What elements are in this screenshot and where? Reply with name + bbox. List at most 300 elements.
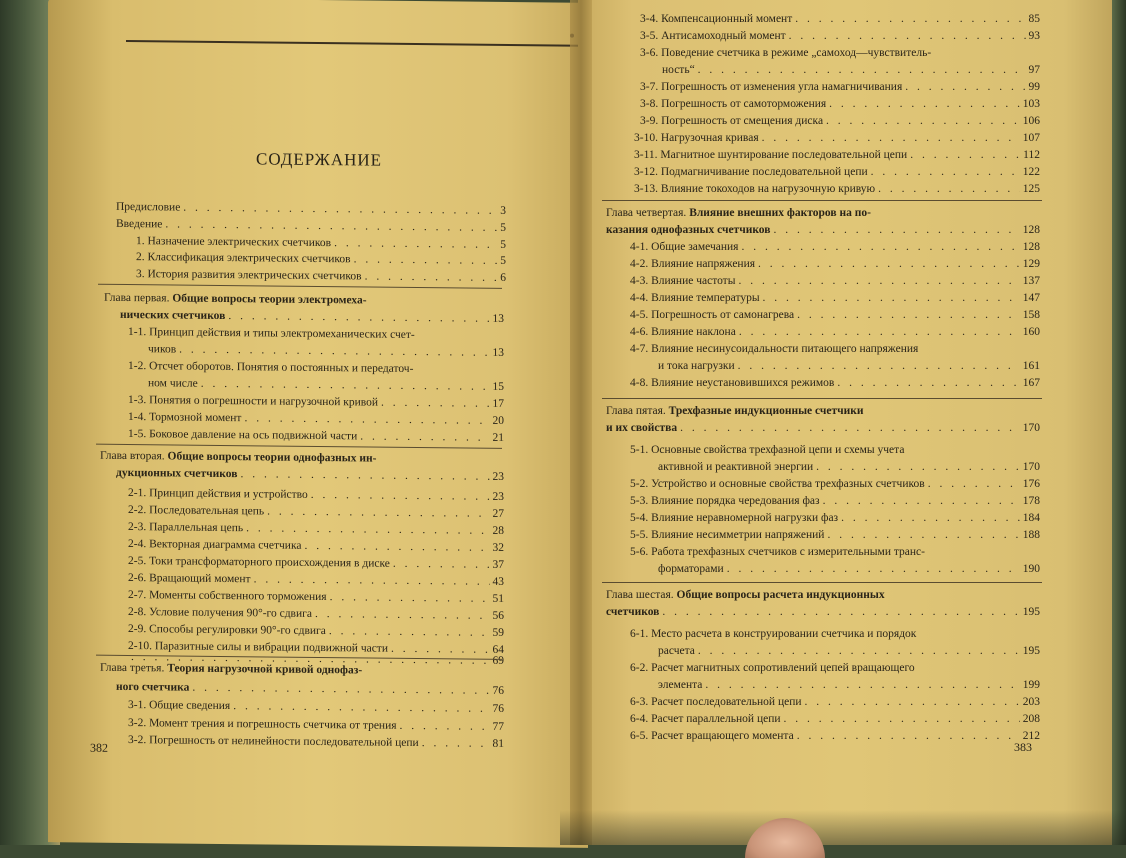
toc-entry-text: Глава первая.: [104, 291, 170, 305]
toc-entry-label: [630, 291, 760, 306]
toc-page-number: 106: [1022, 115, 1040, 127]
chapter-title: Теория нагрузочной кривой однофаз-: [164, 662, 363, 677]
toc-entry-label: [640, 12, 792, 27]
toc-entry: [630, 443, 1040, 458]
toc-entry: [630, 376, 1040, 391]
toc-entry: [658, 678, 1040, 693]
toc-entry: [128, 427, 504, 446]
toc-entry-label: [128, 486, 308, 503]
chapter-title: нических счетчиков: [120, 308, 226, 323]
toc-entry-label: [128, 537, 301, 554]
toc-entry-label: [104, 291, 367, 309]
toc-entry-text: 3-7. Погрешность от изменения угла намагничивания: [640, 81, 903, 93]
chapter-title: Трехфазные индукционные счетчики: [665, 405, 864, 417]
toc-entry: [640, 29, 1040, 44]
leader-dots: [705, 678, 1019, 693]
toc-entry-text: 3-8. Погрешность от самоторможения: [640, 98, 827, 110]
toc-entry-text: 6-3. Расчет последовательной цепи: [630, 696, 802, 708]
toc-entry-text: 3-9. Погрешность от смещения диска: [640, 115, 824, 127]
leader-dots: [829, 97, 1020, 112]
toc-page-number: 103: [1022, 98, 1040, 110]
toc-entry-label: [100, 661, 362, 679]
toc-entry-label: [128, 716, 397, 734]
toc-entry-text: Глава четвертая.: [606, 207, 687, 219]
toc-entry: [630, 528, 1040, 543]
toc-entry-text: 2-5. Токи трансформаторного происхождения в диске: [128, 555, 390, 570]
toc-entry: [606, 223, 1040, 238]
chapter-divider: [602, 582, 1042, 583]
chapter-title: счетчиков: [606, 606, 660, 618]
toc-page-number: 107: [1022, 132, 1040, 144]
toc-heading: СОДЕРЖАНИЕ: [256, 149, 383, 170]
toc-entry-text: ность“: [662, 64, 695, 76]
toc-entry: [634, 131, 1040, 146]
toc-page-number: 56: [492, 609, 504, 622]
leader-dots: [422, 736, 490, 752]
chapter-title: ного счетчика: [116, 680, 190, 694]
toc-entry-label: [630, 627, 916, 642]
chapter-title: Общие вопросы теории однофазных ин-: [164, 450, 377, 465]
toc-entry-text: 2. Классификация электрических счетчиков: [136, 251, 351, 266]
toc-entry: [630, 240, 1040, 255]
toc-entry: [136, 250, 506, 269]
toc-entry-label: [630, 325, 736, 340]
toc-page-number: 6: [500, 271, 506, 284]
toc-entry: [640, 114, 1040, 129]
toc-entry: [640, 12, 1040, 27]
toc-entry: [630, 511, 1040, 526]
toc-entry-label: [634, 131, 759, 146]
toc-page-number: 5: [500, 238, 506, 251]
toc-entry-text: ном числе: [148, 377, 198, 390]
toc-entry-label: [128, 698, 230, 714]
toc-entry: [658, 644, 1040, 659]
leader-dots: [871, 165, 1020, 180]
toc-entry: [104, 291, 504, 310]
toc-page-number: 167: [1022, 377, 1040, 389]
toc-entry-label: [148, 342, 176, 357]
leader-dots: [400, 719, 490, 735]
toc-entry-label: [128, 503, 264, 519]
toc-page-number: 20: [492, 414, 504, 427]
toc-entry: [606, 421, 1040, 436]
toc-entry: [100, 449, 504, 468]
leader-dots: [311, 488, 490, 505]
toc-entry: [128, 359, 504, 378]
leader-dots: [789, 29, 1026, 44]
leader-dots: [418, 343, 501, 344]
toc-entry-label: [640, 29, 786, 44]
leader-dots: [165, 217, 497, 235]
toc-entry: [116, 466, 504, 485]
toc-entry-text: 5-6. Работа трехфазных счетчиков с измерительными транс-: [630, 546, 925, 558]
leader-dots: [837, 376, 1019, 391]
chapter-title: и их свойства: [606, 422, 678, 434]
toc-entry: [100, 661, 504, 680]
toc-page-number: 43: [492, 575, 504, 588]
leader-dots: [304, 539, 489, 556]
left-toc-list: [48, 0, 588, 848]
toc-entry-label: [128, 325, 415, 343]
toc-entry-text: 4-5. Погрешность от самонагрева: [630, 309, 795, 321]
toc-entry-text: 4-6. Влияние наклона: [630, 326, 736, 338]
toc-entry: [630, 712, 1040, 727]
toc-entry-label: [606, 404, 864, 419]
leader-dots: [334, 236, 497, 253]
toc-page-number: 85: [1028, 13, 1040, 25]
leader-dots: [662, 605, 1019, 620]
toc-entry-label: [128, 733, 419, 751]
toc-entry: [630, 494, 1040, 509]
chapter-title: Общие вопросы теории электромеха-: [169, 292, 367, 307]
toc-entry-text: 2-8. Условие получения 90°-го сдвига: [128, 606, 312, 620]
toc-page-number: 37: [492, 558, 504, 571]
toc-page-number: 97: [1028, 64, 1040, 76]
leader-dots: [201, 377, 490, 395]
toc-entry-text: 1-5. Боковое давление на ось подвижной части: [128, 428, 358, 443]
leader-dots: [228, 309, 489, 327]
leader-dots: [910, 148, 1020, 163]
toc-entry: [634, 182, 1040, 197]
leader-dots: [797, 729, 1020, 744]
toc-page-number: 137: [1022, 275, 1040, 287]
leader-dots: [741, 240, 1019, 255]
toc-page-number: 188: [1022, 529, 1040, 541]
toc-page-number: 161: [1022, 360, 1040, 372]
toc-entry: [116, 217, 506, 236]
toc-entry-text: 2-2. Последовательная цепь: [128, 504, 265, 518]
leader-dots: [416, 377, 501, 378]
toc-entry: [128, 537, 504, 556]
toc-entry-label: [630, 494, 820, 509]
toc-entry-text: 3-1. Общие сведения: [128, 699, 231, 713]
leader-dots: [738, 359, 1020, 374]
toc-entry-label: [630, 376, 834, 391]
right-page: [578, 0, 1118, 845]
toc-page-number: 125: [1022, 183, 1040, 195]
toc-entry: [120, 308, 504, 327]
toc-entry: [136, 267, 506, 286]
toc-entry: [630, 661, 1040, 676]
chapter-title: казания однофазных счетчиков: [606, 224, 771, 236]
toc-entry-text: 4-8. Влияние неустановившихся режимов: [630, 377, 835, 389]
toc-entry-label: [634, 148, 907, 163]
toc-entry: [630, 729, 1040, 744]
leader-dots: [795, 12, 1025, 27]
leader-dots: [763, 291, 1020, 306]
toc-page-number: 81: [492, 737, 504, 750]
toc-entry-text: чиков: [148, 343, 177, 356]
leader-dots: [905, 80, 1025, 95]
toc-entry: [634, 165, 1040, 180]
toc-entry-text: 4-7. Влияние несинусоидальности питающего напряжения: [630, 343, 919, 355]
leader-dots: [329, 624, 490, 641]
toc-entry-label: [120, 308, 225, 324]
toc-entry-label: [630, 342, 918, 357]
toc-page-number: 208: [1022, 713, 1040, 725]
toc-entry-label: [606, 206, 871, 221]
toc-page-number: 190: [1022, 563, 1040, 575]
toc-entry-text: 2-3. Параллельная цепь: [128, 521, 244, 535]
toc-page-number: 122: [1022, 166, 1040, 178]
toc-entry-text: 5-2. Устройство и основные свойства трехфазных счетчиков: [630, 478, 925, 490]
toc-entry-label: [630, 308, 794, 323]
right-page-number: 383: [1014, 740, 1032, 754]
toc-page-number: 59: [492, 626, 504, 639]
toc-entry-label: [630, 511, 838, 526]
toc-entry-text: 4-3. Влияние частоты: [630, 275, 736, 287]
leader-dots: [379, 467, 501, 468]
leader-dots: [246, 521, 489, 539]
toc-entry: [630, 308, 1040, 323]
chapter-title: Общие вопросы расчета индукционных: [673, 589, 885, 601]
toc-entry-text: 2-7. Моменты собственного торможения: [128, 589, 327, 604]
toc-page-number: 77: [492, 720, 504, 733]
toc-entry: [630, 545, 1040, 560]
leader-dots: [928, 477, 1020, 492]
leader-dots: [841, 511, 1020, 526]
toc-page-number: 13: [492, 346, 504, 359]
toc-entry-label: [136, 267, 362, 284]
toc-entry-text: 1. Назначение электрических счетчиков: [136, 235, 332, 250]
toc-entry: [658, 460, 1040, 475]
leader-dots: [244, 411, 489, 429]
toc-entry: [128, 571, 504, 590]
toc-entry-text: 3-5. Антисамоходный момент: [640, 30, 786, 42]
toc-entry-label: [630, 545, 925, 560]
leader-dots: [365, 269, 498, 285]
toc-entry-label: [634, 165, 868, 180]
toc-entry-text: 3-11. Магнитное шунтирование последовательной цепи: [634, 149, 908, 161]
toc-entry-text: 2-1. Принцип действия и устройство: [128, 487, 308, 501]
toc-entry: [148, 342, 504, 361]
toc-entry-label: [128, 427, 357, 444]
chapter-divider: [602, 200, 1042, 201]
toc-entry: [630, 695, 1040, 710]
leader-dots: [773, 223, 1019, 238]
toc-entry-label: [128, 605, 312, 622]
leader-dots: [698, 63, 1026, 78]
toc-entry-label: [630, 443, 904, 458]
toc-page-number: 27: [492, 507, 504, 520]
toc-entry-label: [630, 695, 802, 710]
toc-entry-text: 4-2. Влияние напряжения: [630, 258, 756, 270]
toc-page-number: 32: [492, 541, 504, 554]
leader-dots: [370, 309, 501, 310]
toc-entry-label: [630, 240, 738, 255]
toc-entry-label: [658, 678, 702, 693]
toc-entry-label: [630, 729, 794, 744]
shadow: [560, 810, 1126, 845]
toc-page-number: 176: [1022, 478, 1040, 490]
leader-dots: [827, 528, 1019, 543]
toc-entry: [116, 200, 506, 219]
toc-entry-text: 2-6. Вращающий момент: [128, 572, 251, 586]
toc-entry: [128, 410, 504, 429]
toc-page-number: 76: [492, 702, 504, 715]
chapter-divider: [602, 398, 1042, 399]
toc-entry: [128, 716, 504, 735]
toc-page-number: 128: [1022, 224, 1040, 236]
leader-dots: [816, 460, 1020, 475]
toc-entry: [630, 257, 1040, 272]
toc-page-number: 3: [500, 204, 506, 217]
toc-entry-label: [100, 449, 376, 467]
toc-entry-text: Предисловие: [116, 200, 181, 214]
toc-page-number: 160: [1022, 326, 1040, 338]
leader-dots: [738, 274, 1019, 289]
toc-page-number: 178: [1022, 495, 1040, 507]
toc-entry: [148, 376, 504, 395]
toc-entry-text: 2-10. Паразитные силы и вибрации подвижной части: [128, 640, 388, 655]
leader-dots: [393, 557, 490, 573]
toc-entry-text: форматорами: [658, 563, 724, 575]
toc-entry-text: 3-2. Момент трения и погрешность счетчика от трения: [128, 717, 397, 732]
toc-page-number: 129: [1022, 258, 1040, 270]
toc-entry-label: [658, 359, 735, 374]
toc-entry: [128, 325, 504, 344]
toc-entry-label: [662, 63, 695, 78]
toc-page-number: 5: [500, 254, 506, 267]
left-page: [48, 0, 588, 848]
toc-entry-label: [606, 421, 677, 436]
toc-entry-label: [606, 588, 885, 603]
toc-page-number: 147: [1022, 292, 1040, 304]
toc-page-number: 212: [1022, 730, 1040, 742]
toc-page-number: 28: [492, 524, 504, 537]
toc-entry-label: [128, 571, 251, 587]
toc-entry-label: [116, 217, 162, 232]
toc-page-number: 17: [492, 397, 504, 410]
leader-dots: [878, 182, 1020, 197]
leader-dots: [797, 308, 1020, 323]
leader-dots: [739, 325, 1020, 340]
toc-entry-label: [640, 114, 823, 129]
toc-page-number: 195: [1022, 606, 1040, 618]
leader-dots: [192, 681, 489, 699]
chapter-title: Влияние внешних факторов на по-: [686, 207, 871, 219]
toc-page-number: 195: [1022, 645, 1040, 657]
toc-entry-text: 3-13. Влияние токоходов на нагрузочную кривую: [634, 183, 876, 195]
chapter-title: дукционных счетчиков: [116, 466, 238, 481]
leader-dots: [240, 467, 489, 485]
leader-dots: [354, 252, 498, 269]
toc-entry: [128, 698, 504, 717]
toc-entry-text: 2-4. Векторная диаграмма счетчика: [128, 538, 302, 552]
toc-entry-label: [128, 393, 378, 411]
toc-entry: [128, 486, 504, 505]
toc-entry-text: 3-12. Подмагничивание последовательной цепи: [634, 166, 868, 178]
toc-entry: [640, 97, 1040, 112]
toc-page-number: 93: [1028, 30, 1040, 42]
toc-page-number: 170: [1022, 422, 1040, 434]
toc-entry: [658, 359, 1040, 374]
toc-entry-label: [606, 223, 770, 238]
toc-entry-text: 3-2. Погрешность от нелинейности последовательной цепи: [128, 734, 419, 750]
toc-page-number: 112: [1023, 149, 1040, 161]
toc-entry: [640, 80, 1040, 95]
toc-entry-text: 4-4. Влияние температуры: [630, 292, 760, 304]
toc-entry-text: Глава третья.: [100, 661, 165, 675]
toc-entry-label: [116, 466, 237, 482]
toc-entry-label: [630, 712, 781, 727]
toc-entry: [128, 393, 504, 412]
toc-entry-label: [630, 274, 735, 289]
toc-entry-text: 4-1. Общие замечания: [630, 241, 739, 253]
toc-entry-text: 3-6. Поведение счетчика в режиме „самоход—чувствитель-: [640, 47, 932, 59]
toc-entry: [116, 680, 504, 699]
leader-dots: [315, 607, 490, 624]
toc-entry: [630, 291, 1040, 306]
toc-page-number: 203: [1022, 696, 1040, 708]
toc-page-number: 99: [1028, 81, 1040, 93]
toc-entry-text: 5-5. Влияние несимметрии напряжений: [630, 529, 825, 541]
leader-dots: [233, 699, 489, 717]
book-gutter: [570, 0, 592, 845]
toc-entry-text: 6-5. Расчет вращающего момента: [630, 730, 794, 742]
toc-entry-label: [128, 588, 327, 605]
toc-entry-label: [128, 520, 243, 536]
toc-entry-label: [658, 644, 695, 659]
left-page-number: 382: [90, 740, 108, 755]
toc-entry-text: активной и реактивной энергии: [658, 461, 814, 473]
toc-entry-text: 5-1. Основные свойства трехфазной цепи и схемы учета: [630, 444, 905, 456]
toc-entry: [630, 342, 1040, 357]
toc-entry-label: [640, 80, 902, 95]
toc-entry: [606, 404, 1040, 419]
toc-entry-label: [640, 46, 931, 61]
leader-dots: [805, 695, 1020, 710]
toc-page-number: 64: [492, 643, 504, 656]
toc-entry: [606, 605, 1040, 620]
toc-entry: [606, 206, 1040, 221]
leader-dots: [365, 678, 501, 679]
leader-dots: [680, 421, 1020, 436]
toc-entry: [630, 477, 1040, 492]
toc-entry-text: 5-3. Влияние порядка чередования фаз: [630, 495, 820, 507]
right-toc-list: [578, 0, 1118, 845]
toc-page-number: 69: [492, 654, 504, 667]
toc-entry-label: [630, 257, 755, 272]
toc-entry-label: [128, 554, 390, 572]
toc-entry-label: [116, 680, 189, 696]
toc-page-number: 21: [492, 431, 504, 444]
toc-entry: [128, 605, 504, 624]
toc-entry-text: 5-4. Влияние неравномерной нагрузки фаз: [630, 512, 839, 524]
leader-dots: [758, 257, 1020, 272]
toc-entry-text: 6-1. Место расчета в конструировании счетчика и порядок: [630, 628, 917, 640]
toc-page-number: 5: [500, 221, 506, 234]
toc-page-number: 51: [492, 592, 504, 605]
leader-dots: [823, 494, 1020, 509]
leader-dots: [381, 396, 490, 412]
toc-page-number: 76: [492, 684, 504, 697]
toc-entry-label: [128, 622, 326, 639]
leader-dots: [360, 429, 489, 445]
toc-entry-text: и тока нагрузки: [658, 360, 735, 372]
toc-entry-label: [630, 477, 925, 492]
toc-entry-label: [136, 250, 351, 267]
toc-entry: [630, 325, 1040, 340]
toc-entry: [630, 274, 1040, 289]
toc-entry-label: [658, 460, 813, 475]
toc-entry-text: 2-9. Способы регулировки 90°-го сдвига: [128, 623, 326, 638]
leader-dots: [727, 562, 1020, 577]
toc-entry-text: 6-4. Расчет параллельной цепи: [630, 713, 781, 725]
leader-dots: [826, 114, 1020, 129]
toc-entry-text: 3-10. Нагрузочная кривая: [634, 132, 759, 144]
toc-page-number: 158: [1022, 309, 1040, 321]
